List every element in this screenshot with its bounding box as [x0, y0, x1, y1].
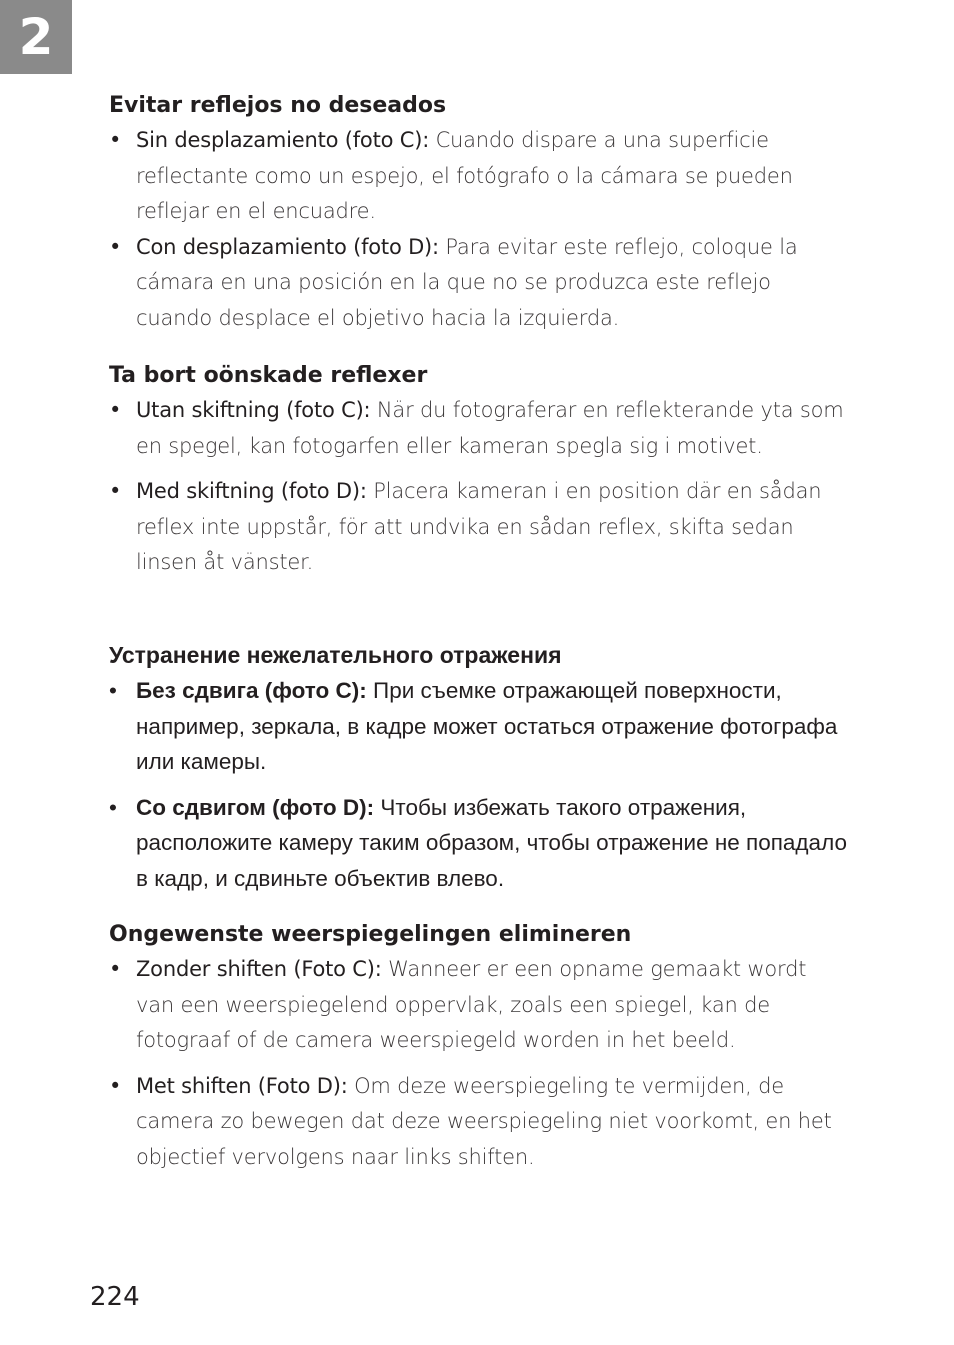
item-description: Чтобы избежать такого отражения, расположите камеру таким образом, чтобы отражение не попадало в кадр, и сдвиньте объектив влево.: [136, 794, 847, 891]
page-number: 224: [90, 1282, 140, 1312]
section-spanish: [109, 88, 849, 336]
item-description: Cuando dispare a una superficie reflectante como un espejo, el fotógrafo o la cámara se pueden reflejar en el encuadre.: [136, 128, 793, 223]
list-item: [109, 952, 849, 1059]
item-term: Con desplazamiento (foto D):: [136, 234, 439, 259]
section-swedish: [109, 358, 849, 581]
list-item: [109, 393, 849, 464]
bullet-icon: •: [109, 398, 122, 422]
section-heading: Ta bort oönskade reflexer: [109, 363, 428, 388]
item-description: När du fotograferar en reflekterande yta som en spegel, kan fotogarfen eller kameran spegla sig i motivet.: [136, 398, 844, 458]
item-term: Со сдвигом (фото D):: [136, 794, 375, 820]
bullet-icon: •: [109, 957, 122, 981]
item-description: Om deze weerspiegeling te vermijden, de camera zo bewegen dat deze weerspiegeling niet voorkomt, en het objectief vervolgens naar links shiften.: [136, 1073, 832, 1169]
list-item: [109, 230, 849, 337]
item-term: Zonder shiften (Foto C):: [136, 957, 382, 981]
item-description: При съемке отражающей поверхности, например, зеркала, в кадре может остаться отражение фотографа или камеры.: [136, 678, 838, 774]
list-item: [109, 123, 849, 230]
list-item: [109, 790, 849, 897]
bullet-icon: •: [109, 479, 122, 503]
section-heading: Evitar reflejos no deseados: [109, 93, 447, 118]
section-dutch: [109, 917, 849, 1175]
item-description: Placera kameran i en position där en sådan reflex inte uppstår, för att undvika en sådan reflex, skifta sedan linsen åt vänster.: [136, 479, 822, 574]
item-term: Utan skiftning (foto C):: [136, 398, 371, 422]
section-heading: Ongewenste weerspiegelingen elimineren: [109, 922, 632, 947]
bullet-icon: •: [109, 1073, 122, 1098]
list-item: [109, 474, 849, 581]
section-russian: [109, 638, 849, 896]
item-description: Para evitar este reflejo, coloque la cámara en una posición en la que no se produzca este reflejo cuando desplace el objetivo hacia la izquierda.: [136, 234, 798, 330]
section-heading: Устранение нежелательного отражения: [109, 642, 562, 668]
bullet-icon: •: [109, 128, 122, 152]
item-term: Sin desplazamiento (foto C):: [136, 128, 430, 152]
item-term: Med skiftning (foto D):: [136, 479, 367, 503]
chapter-tab: 2: [0, 0, 72, 74]
list-item: [109, 1069, 849, 1176]
bullet-icon: •: [109, 234, 122, 259]
bullet-icon: •: [109, 794, 117, 820]
bullet-icon: •: [109, 678, 117, 703]
item-description: Wanneer er een opname gemaakt wordt van een weerspiegelend oppervlak, zoals een spiegel, kan de fotograaf of de camera weerspiegeld worden in het beeld.: [136, 957, 807, 1052]
item-term: Без сдвига (фото C):: [136, 678, 367, 703]
item-term: Met shiften (Foto D):: [136, 1073, 348, 1098]
list-item: [109, 673, 849, 780]
